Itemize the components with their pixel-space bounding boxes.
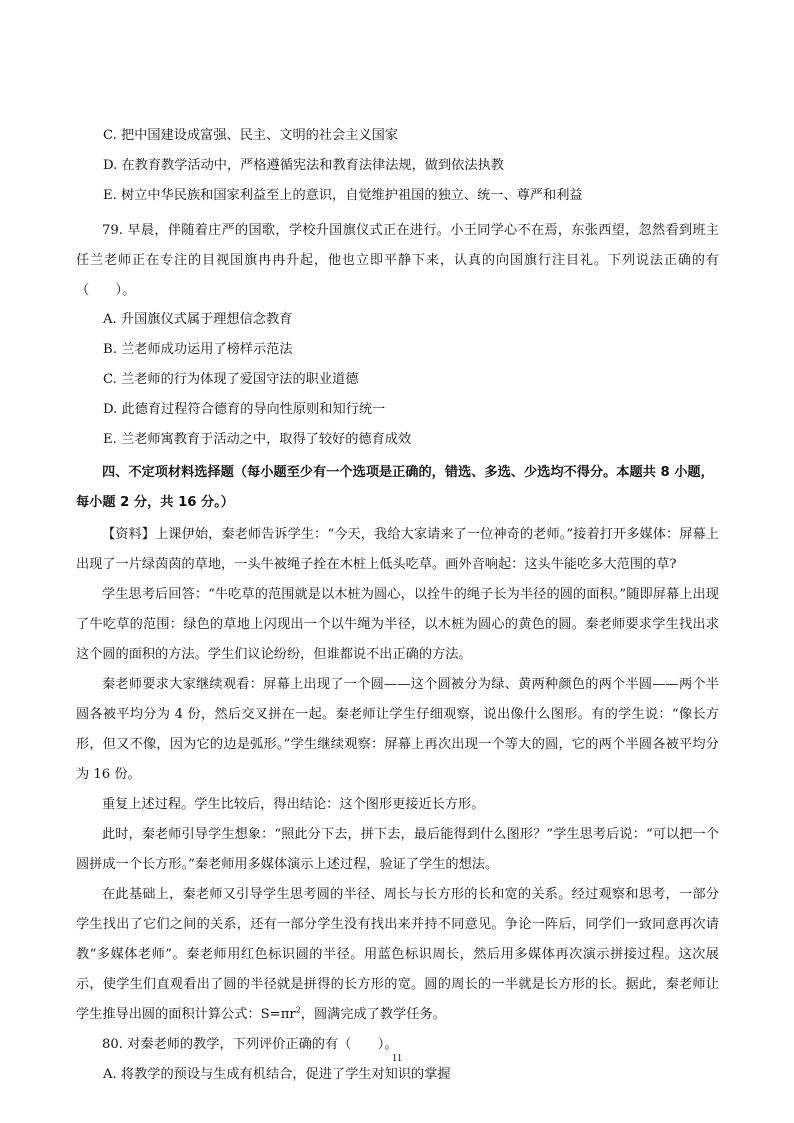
page-number: 11 [391, 1052, 403, 1064]
formula-exponent: 2 [295, 1005, 301, 1015]
option-78-c: C. 把中国建设成富强、民主、文明的社会主义国家 [103, 128, 398, 143]
material-paragraph-3: 秦老师要求大家继续观看：屏幕上出现了一个圆——这个圆被分为绿、黄两种颜色的两个半圆——两个半圆各被平均分为 4 份，然后交叉拼在一起。秦老师让学生仔细观察，说出像什么图形。有的学生说：“像长方形，但又不像，因为它的边是弧形。”学生继续观察：屏幕上再次出现一个等大的圆，它的两个半圆各被平均分为 16 份。 [76, 677, 719, 782]
option-79-b: B. 兰老师成功运用了榜样示范法 [103, 342, 293, 357]
section-4-heading: 四、不定项材料选择题（每小题至少有一个选项是正确的，错选、多选、少选均不得分。本题共 8 小题，每小题 2 分，共 16 分。） [76, 465, 714, 510]
material-paragraph-5: 此时，秦老师引导学生想象：“照此分下去，拼下去，最后能得到什么图形？”学生思考后说：“可以把一个圆拼成一个长方形。”秦老师用多媒体演示上述过程，验证了学生的想法。 [76, 827, 719, 872]
material-paragraph-1: 【资料】上课伊始，秦老师告诉学生：“今天，我给大家请来了一位神奇的老师。”接着打开多媒体：屏幕上出现了一片绿茵茵的草地，一头牛被绳子拴在木桩上低头吃草。画外音响起：这头牛能吃多大范围的草? [76, 527, 719, 572]
option-78-e: E. 树立中华民族和国家利益至上的意识，自觉维护祖国的独立、统一、尊严和利益 [103, 188, 583, 203]
material-paragraph-6-text: 在此基础上，秦老师又引导学生思考圆的半径、周长与长方形的长和宽的关系。经过观察和思考，一部分学生找出了它们之间的关系，还有一部分学生没有找出来并持不同意见。争论一阵后，同学们一致同意再次请教“多媒体老师”。秦老师用红色标识圆的半径。用蓝色标识周长，然后用多媒体再次演示拼接过程。这次展示，使学生们直观看出了圆的半径就是拼得的长方形的宽。圆的周长的一半就是长方形的长。据此，秦老师让学生推导出圆的面积计算公式：S=πr [76, 887, 719, 1022]
option-78-d: D. 在教育教学活动中，严格遵循宪法和教育法律法规，做到依法执教 [103, 158, 504, 173]
question-79-stem: 79. 早晨，伴随着庄严的国歌，学校升国旗仪式正在进行。小王同学心不在焉，东张西望，忽然看到班主任兰老师正在专注的目视国旗冉冉升起，他也立即平静下来，认真的向国旗行注目礼。下列说法正确的有（ ）。 [76, 223, 719, 298]
option-79-a: A. 升国旗仪式属于理想信念教育 [103, 312, 293, 327]
material-paragraph-6 [76, 880, 719, 1030]
option-80-a: A. 将教学的预设与生成有机结合，促进了学生对知识的掌握 [103, 1067, 451, 1082]
page-content [76, 120, 719, 1090]
option-79-d: D. 此德育过程符合德育的导向性原则和知行统一 [103, 402, 386, 417]
material-paragraph-6-tail: ，圆满完成了教学任务。 [300, 1007, 446, 1022]
option-79-e: E. 兰老师寓教育于活动之中，取得了较好的德育成效 [103, 432, 412, 447]
option-79-c: C. 兰老师的行为体现了爱国守法的职业道德 [103, 372, 359, 387]
material-paragraph-4: 重复上述过程。学生比较后，得出结论：这个图形更接近长方形。 [102, 797, 485, 812]
material-paragraph-2: 学生思考后回答：“牛吃草的范围就是以木桩为圆心，以拴牛的绳子长为半径的圆的面积。”随即屏幕上出现了牛吃草的范围：绿色的草地上闪现出一个以牛绳为半径，以木桩为圆心的黄色的圆。秦老师要求学生找出求这个圆的面积的方法。学生们议论纷纷，但谁都说不出正确的方法。 [76, 587, 719, 662]
question-80-stem: 80. 对秦老师的教学，下列评价正确的有（ ）。 [102, 1037, 398, 1052]
